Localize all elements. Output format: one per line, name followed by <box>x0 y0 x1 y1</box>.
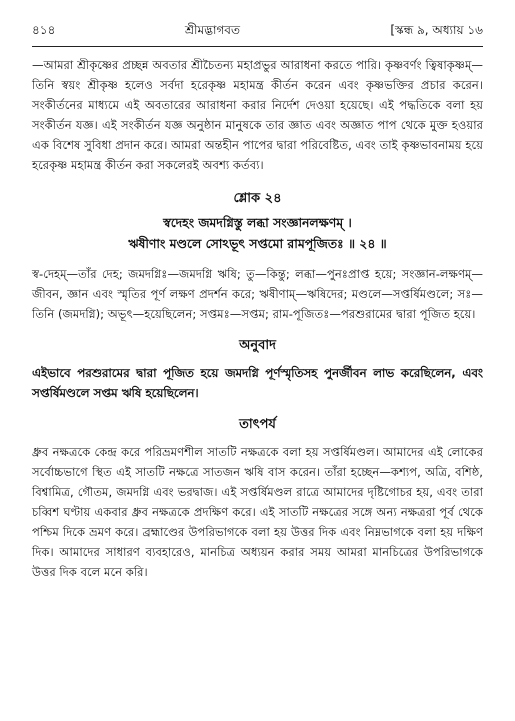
verse-line-2: ঋষীণাং মণ্ডলে সোঽভূৎ সপ্তমো রামপূজিতঃ ॥ ২৪ ॥ <box>128 236 387 251</box>
verse-line-1: স্বদেহং জমদগ্নিস্তু লব্ধা সংজ্ঞানলক্ষণম্ । <box>163 215 352 230</box>
translation-heading: অনুবাদ <box>239 338 276 353</box>
purport-heading: তাৎপর্য <box>239 417 276 432</box>
word-synonyms: স্ব-দেহম্—তাঁর দেহ; জমদগ্নিঃ—জমদগ্নি ঋষি; তু—কিন্তু; লব্ধা—পুনঃপ্রাপ্ত হয়ে; সংজ্ঞান-লক্ষণম্—জীবন, জ্ঞান এবং স্মৃতির পূর্ণ লক্ষণ প্রদর্শন করে; ঋষীণাম্—ঋষিদের; মণ্ডলে—সপ্তর্ষিমণ্ডলে; সঃ—তিনি (জমদগ্নি); অভূৎ—হয়েছিলেন; সপ্তমঃ—সপ্তম; রাম-পূজিতঃ—পরশুরামের দ্বারা পূজিত হয়ে। <box>32 267 483 321</box>
purport-text: ধ্রুব নক্ষত্রকে কেন্দ্র করে পরিভ্রমণশীল সাতটি নক্ষত্রকে বলা হয় সপ্তর্ষিমণ্ডল। আমাদের এই লোকের সর্বোচ্চভাগে স্থিত এই সাতটি নক্ষত্রে সাতজন ঋষি বাস করেন। তাঁরা হচ্ছেন—কশ্যপ, অত্রি, বশিষ্ঠ, বিশ্বামিত্র, গৌতম, জমদগ্নি এবং ভরদ্বাজ। এই সপ্তর্ষিমণ্ডল রাত্রে আমাদের দৃষ্টিগোচর হয়, এবং তারা চব্বিশ ঘণ্টায় একবার ধ্রুব নক্ষত্রকে প্রদক্ষিণ করে। এই সাতটি নক্ষত্রের সঙ্গে অন্য নক্ষত্ররা পূর্ব থেকে পশ্চিম দিকে ভ্রমণ করে। ব্রহ্মাণ্ডের উপরিভাগকে বলা হয় উত্তর দিক এবং নিম্নভাগকে বলা হয় দক্ষিণ দিক। আমাদের সাধারণ ব্যবহারেও, মানচিত্র অধ্যয়ন করার সময় আমরা মানচিত্রের উপরিভাগকে উত্তর দিক বলে মনে করি। <box>32 445 483 579</box>
page-number: ৪১৪ <box>32 23 56 37</box>
running-header <box>32 22 483 40</box>
translation-text: এইভাবে পরশুরামের দ্বারা পূজিত হয়ে জমদগ্নি পূর্ণস্মৃতিসহ পুনর্জীবন লাভ করেছিলেন, এবং সপ্তর্ষিমণ্ডলে সপ্তম ঋষি হয়েছিলেন। <box>32 366 483 400</box>
book-title: শ্রীমদ্ভাগবত <box>184 23 240 37</box>
intro-paragraph: —আমরা শ্রীকৃষ্ণের প্রচ্ছন্ন অবতার শ্রীচৈতন্য মহাপ্রভুর আরাধনা করতে পারি। কৃষ্ণবর্ণং ত্বিষাকৃষ্ণম্—তিনি স্বয়ং শ্রীকৃষ্ণ হলেও সর্বদা হরেকৃষ্ণ মহামন্ত্র কীর্তন করেন এবং কৃষ্ণভক্তির প্রচার করেন। সংকীর্তনের মাধ্যমে এই অবতারের আরাধনা করার নির্দেশ দেওয়া হয়েছে। এই পদ্ধতিকে বলা হয় সংকীর্তন যজ্ঞ। এই সংকীর্তন যজ্ঞ অনুষ্ঠান মানুষকে তার জ্ঞাত এবং অজ্ঞাত পাপ থেকে মুক্ত হওয়ার এক বিশেষ সুবিধা প্রদান করে। আমরা অন্তহীন পাপের দ্বারা পরিবেষ্টিত, এবং তাই কৃষ্ণভাবনাময় হয়ে হরেকৃষ্ণ মহামন্ত্র কীর্তন করা সকলেরই অবশ্য কর্তব্য। <box>32 58 483 172</box>
header-divider <box>32 46 483 47</box>
verse-heading: শ্লোক ২৪ <box>233 191 282 206</box>
canto-chapter-label: [স্কন্ধ ৯, অধ্যায় ১৬ <box>390 23 483 37</box>
